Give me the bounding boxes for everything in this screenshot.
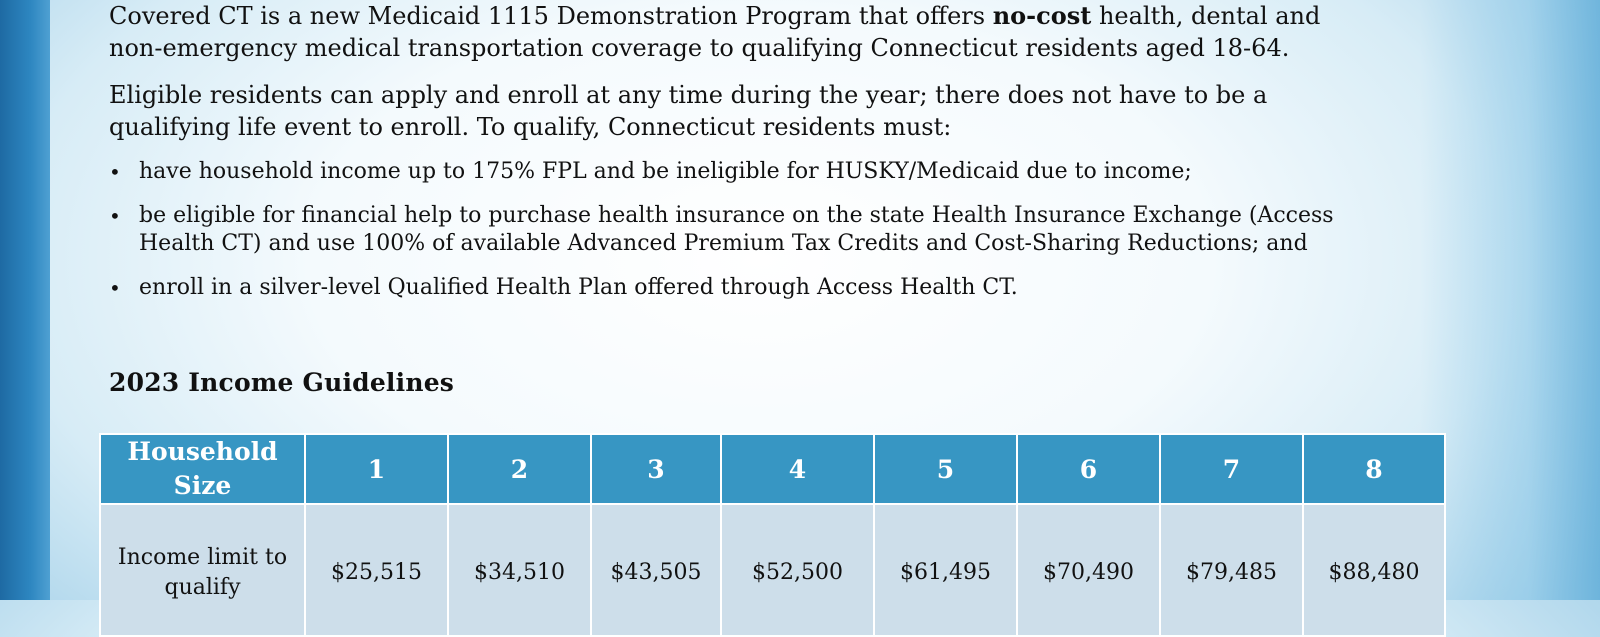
eligibility-line-2: qualifying life event to enroll. To qualify, Connecticut residents must:: [109, 113, 952, 141]
income-limit-cell: $79,485: [1161, 505, 1302, 635]
intro-line-1: Covered CT is a new Medicaid 1115 Demonstration Program that offers no-cost health, dental and: [109, 1, 1321, 30]
eligibility-paragraph: [109, 79, 1267, 143]
requirement-income: • have household income up to 175% FPL and be ineligible for HUSKY/Medicaid due to income;: [109, 159, 1192, 184]
income-limit-label: Income limit to qualify: [101, 505, 304, 635]
size-header: 8: [1304, 435, 1444, 503]
income-limit-cell: $70,490: [1018, 505, 1159, 635]
requirement-financial-help: • be eligible for financial help to purchase health insurance on the state Health Insurance Exchange (Access Health CT) and use 100% of available Advanced Premium Tax Credits and Cost-Sharing Reductions; and: [109, 203, 1334, 256]
income-guidelines-table: [99, 433, 1446, 637]
requirements-list: [109, 158, 1334, 318]
size-header: 4: [722, 435, 873, 503]
intro-line-2: non-emergency medical transportation coverage to qualifying Connecticut residents aged 18-64.: [109, 34, 1290, 62]
intro-paragraph: [109, 0, 1320, 64]
size-header: 1: [306, 435, 447, 503]
income-limit-cell: $25,515: [306, 505, 447, 635]
size-header: 3: [592, 435, 720, 503]
table-row: [101, 505, 1444, 635]
income-guidelines-heading: 2023 Income Guidelines: [109, 368, 455, 397]
income-limit-cell: $34,510: [449, 505, 590, 635]
income-limit-cell: $88,480: [1304, 505, 1444, 635]
requirement-silver-plan: • enroll in a silver-level Qualified Health Plan offered through Access Health CT.: [109, 275, 1018, 300]
bullet-marker: •: [109, 160, 121, 184]
bullet-marker: •: [109, 276, 121, 300]
eligibility-line-1: Eligible residents can apply and enroll at any time during the year; there does not have to be a: [109, 81, 1268, 109]
right-decorative-band: [1420, 0, 1600, 600]
household-size-header: Household Size: [101, 435, 304, 503]
size-header: 2: [449, 435, 590, 503]
income-limit-cell: $43,505: [592, 505, 720, 635]
income-limit-cell: $52,500: [722, 505, 873, 635]
size-header: 7: [1161, 435, 1302, 503]
table-header-row: [101, 435, 1444, 503]
left-decorative-band: [0, 0, 50, 600]
size-header: 6: [1018, 435, 1159, 503]
income-limit-cell: $61,495: [875, 505, 1016, 635]
size-header: 5: [875, 435, 1016, 503]
no-cost-emphasis: no-cost: [992, 1, 1092, 30]
bullet-marker: •: [109, 204, 121, 228]
